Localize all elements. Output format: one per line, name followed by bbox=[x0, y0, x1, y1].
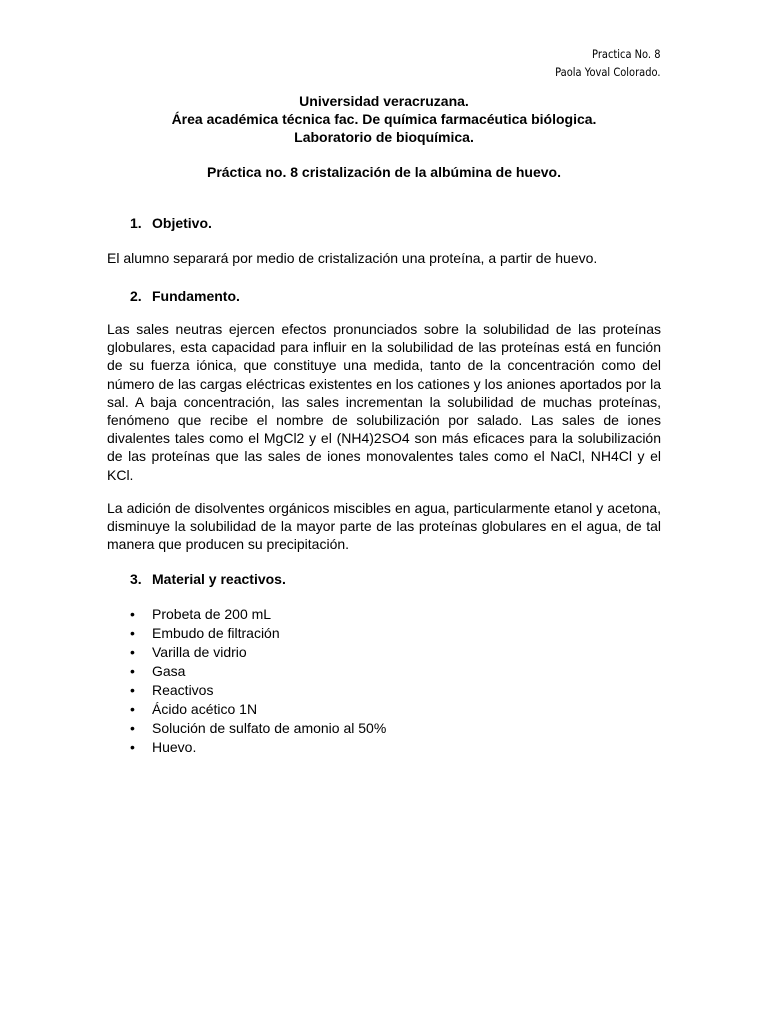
material-item-label: Reactivos bbox=[152, 682, 214, 698]
practice-title: Práctica no. 8 cristalización de la albúmina de huevo. bbox=[206, 164, 561, 180]
materials-list bbox=[130, 605, 386, 757]
practice-number: Practica No. 8 bbox=[591, 47, 660, 61]
section-title: Material y reactivos. bbox=[152, 571, 286, 587]
material-item-label: Varilla de vidrio bbox=[152, 644, 247, 660]
section-number: 2. bbox=[130, 288, 142, 304]
bullet-icon: • bbox=[130, 739, 135, 755]
university-name: Universidad veracruzana. bbox=[299, 93, 469, 109]
section-title: Fundamento. bbox=[152, 288, 240, 304]
section-title: Objetivo. bbox=[152, 215, 212, 231]
bullet-icon: • bbox=[130, 682, 135, 698]
bullet-icon: • bbox=[130, 606, 135, 622]
material-item bbox=[130, 662, 386, 681]
material-item-label: Gasa bbox=[152, 663, 186, 679]
bullet-icon: • bbox=[130, 663, 135, 679]
bullet-icon: • bbox=[130, 701, 135, 717]
section-heading-materials bbox=[130, 570, 286, 588]
page-header bbox=[555, 45, 660, 81]
material-item-label: Embudo de filtración bbox=[152, 625, 280, 641]
material-item-label: Ácido acético 1N bbox=[152, 701, 258, 717]
material-item bbox=[130, 719, 386, 738]
material-item bbox=[130, 605, 386, 624]
author-name: Paola Yoval Colorado. bbox=[554, 65, 660, 79]
bullet-icon: • bbox=[130, 625, 135, 641]
material-item bbox=[130, 700, 386, 719]
bullet-icon: • bbox=[130, 720, 135, 736]
material-item-label: Solución de sulfato de amonio al 50% bbox=[152, 720, 387, 736]
section-heading-objective bbox=[130, 214, 212, 232]
material-item bbox=[130, 681, 386, 700]
section-number: 1. bbox=[130, 215, 142, 231]
bullet-icon: • bbox=[130, 644, 135, 660]
material-item bbox=[130, 738, 386, 757]
section-number: 3. bbox=[130, 571, 142, 587]
section-heading-foundation bbox=[130, 287, 240, 305]
material-item-label: Huevo. bbox=[152, 739, 197, 755]
faculty-name: Área académica técnica fac. De química farmacéutica biólogica. bbox=[171, 111, 597, 127]
lab-name: Laboratorio de bioquímica. bbox=[294, 129, 474, 145]
institution-title-block bbox=[107, 92, 661, 146]
material-item bbox=[130, 643, 386, 662]
foundation-paragraph-1: Las sales neutras ejercen efectos pronunciados sobre la solubilidad de las proteínas globulares, esta capacidad para influir en la solubilidad de las proteínas está en función de su fuerza iónica, que constituye una medida, tanto de la concentración como del número de las cargas eléctricas existentes en los cationes y los aniones aportados por la sal. A baja concentración, las sales incrementan la solubilidad de muchas proteínas, fenómeno que recibe el nombre de solubilización por salado. Las sales de iones divalentes tales como el MgCl2 y el (NH4)2SO4 son más eficaces para la solubilización de las proteínas que las sales de iones monovalentes tales como el NaCl, NH4Cl y el KCl. bbox=[107, 321, 661, 483]
objective-text: El alumno separará por medio de cristalización una proteína, a partir de huevo. bbox=[107, 250, 598, 266]
material-item-label: Probeta de 200 mL bbox=[152, 606, 272, 622]
foundation-paragraph-2: La adición de disolventes orgánicos miscibles en agua, particularmente etanol y acetona, disminuye la solubilidad de la mayor parte de las proteínas globulares en el agua, de tal manera que producen su precipitación. bbox=[107, 500, 661, 553]
material-item bbox=[130, 624, 386, 643]
